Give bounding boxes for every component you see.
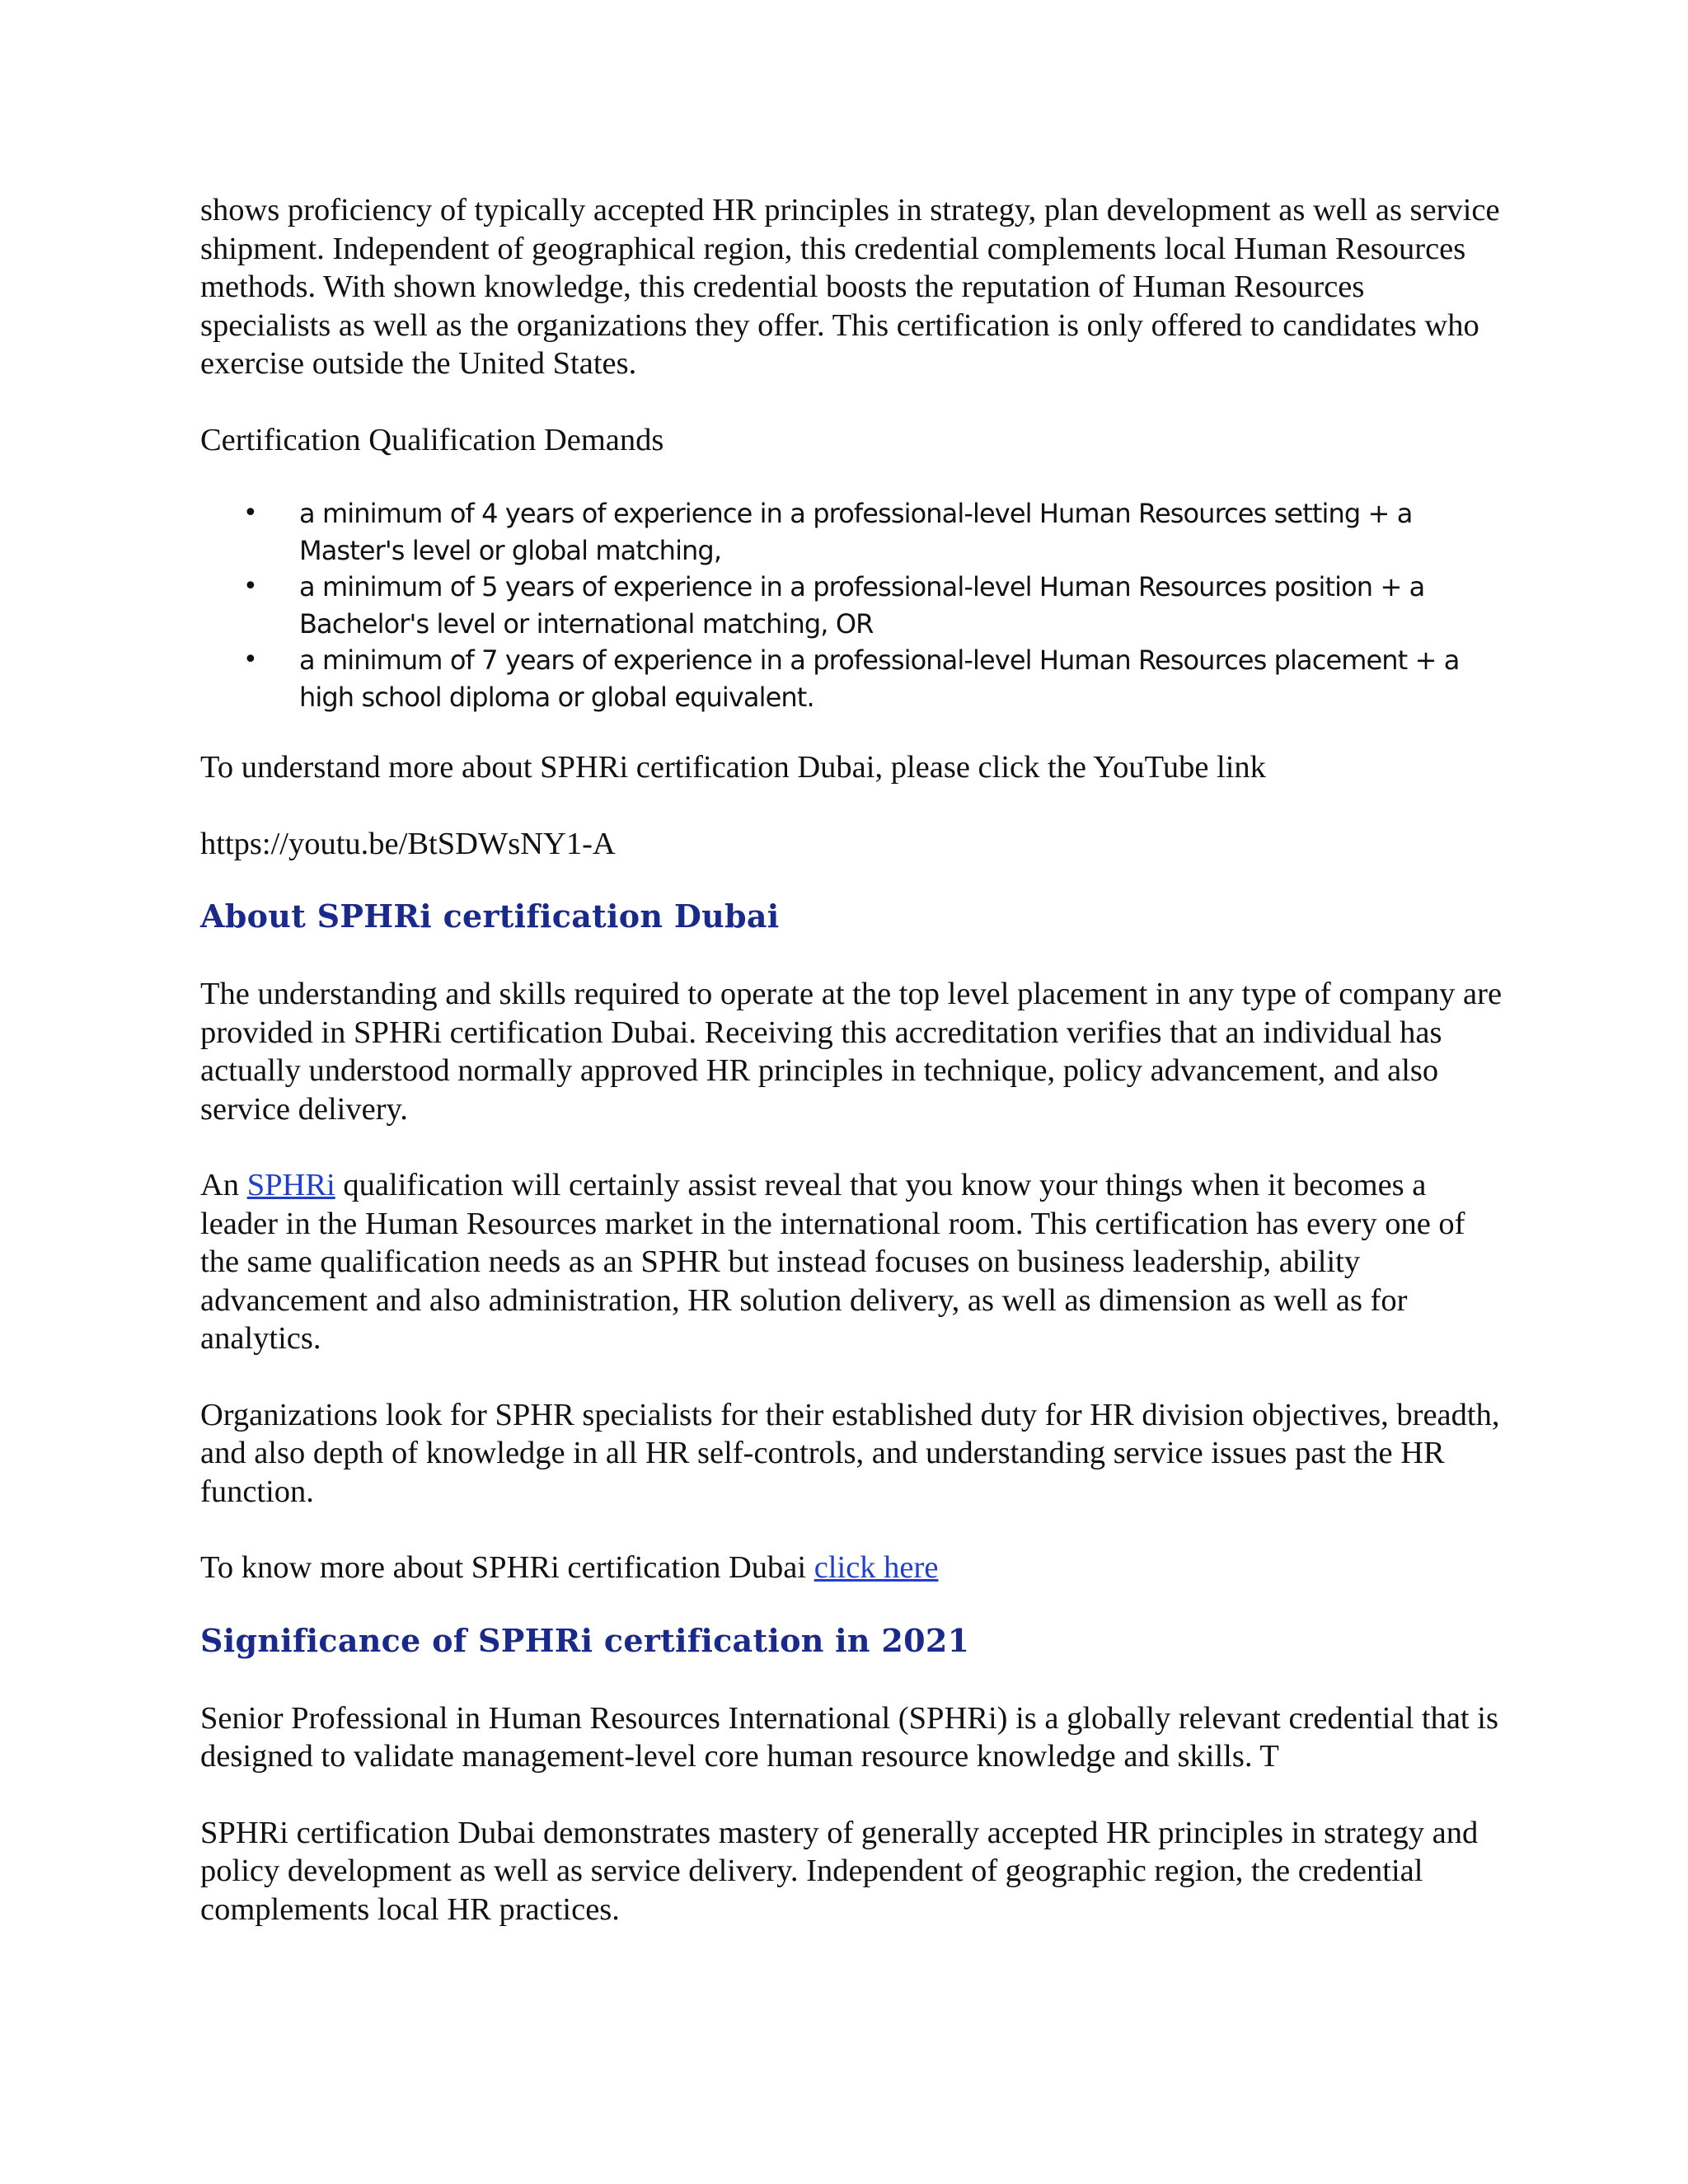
requirement-text: a minimum of 7 years of experience in a professional-level Human Resources placement + a high school diploma or global equivalent. [299, 644, 1460, 713]
youtube-url: https://youtu.be/BtSDWsNY1-A [200, 826, 616, 861]
document-body [200, 191, 1503, 1929]
significance-paragraph-1: Senior Professional in Human Resources International (SPHRi) is a globally relevant credential that is designed to validate management-level core human resource knowledge and skills. T [200, 1700, 1498, 1774]
click-here-link[interactable]: click here [814, 1550, 939, 1585]
about-paragraph-2-text: qualification will certainly assist reveal that you know your things when it becomes a leader in the Human Resources market in the international room. This certification has every one of the same qualification needs as an SPHR but instead focuses on business leadership, ability advancement and also administration, HR solution delivery, as well as dimension as well as for analytics. [200, 1168, 1465, 1356]
requirement-text: a minimum of 5 years of experience in a professional-level Human Resources position + a Bachelor's level or international matching, OR [299, 571, 1425, 640]
requirements-list [200, 495, 1503, 715]
about-paragraph-1: The understanding and skills required to operate at the top level placement in any type of company are provided in SPHRi certification Dubai. Receiving this accreditation verifies that an individual has actually understood normally approved HR principles in technique, policy advancement, and also service delivery. [200, 977, 1503, 1127]
know-more-text: To know more about SPHRi certification Dubai [200, 1550, 807, 1585]
about-paragraph-3: Organizations look for SPHR specialists for their established duty for HR division objectives, breadth, and also depth of knowledge in all HR self-controls, and understanding service issues past the HR function. [200, 1397, 1500, 1509]
bullet-icon: • [243, 499, 257, 527]
youtube-prompt: To understand more about SPHRi certification Dubai, please click the YouTube link [200, 750, 1266, 785]
bullet-icon: • [243, 645, 257, 674]
about-paragraph-2-prefix: An [200, 1168, 240, 1202]
intro-paragraph: shows proficiency of typically accepted HR principles in strategy, plan development as well as service shipment. Independent of geographical region, this credential complements local Human Resources methods. With shown knowledge, this credential boosts the reputation of Human Resources specialists as well as the organizations they offer. This certification is only offered to candidates who exercise outside the United States. [200, 193, 1500, 381]
bullet-icon: • [243, 572, 257, 601]
significance-paragraph-2: SPHRi certification Dubai demonstrates mastery of generally accepted HR principles in strategy and policy development as well as service delivery. Independent of geographic region, the credential complements local HR practices. [200, 1815, 1479, 1927]
list-item [200, 642, 1503, 715]
about-paragraph-2 [200, 1166, 1503, 1358]
sphri-link[interactable]: SPHRi [246, 1168, 335, 1202]
about-heading: About SPHRi certification Dubai [200, 898, 780, 935]
requirement-text: a minimum of 4 years of experience in a professional-level Human Resources setting + a Master's level or global matching, [299, 498, 1413, 566]
list-item [200, 495, 1503, 569]
know-more-line [200, 1549, 1503, 1587]
qualification-heading: Certification Qualification Demands [200, 422, 664, 457]
list-item [200, 569, 1503, 642]
significance-heading: Significance of SPHRi certification in 2021 [200, 1621, 970, 1659]
